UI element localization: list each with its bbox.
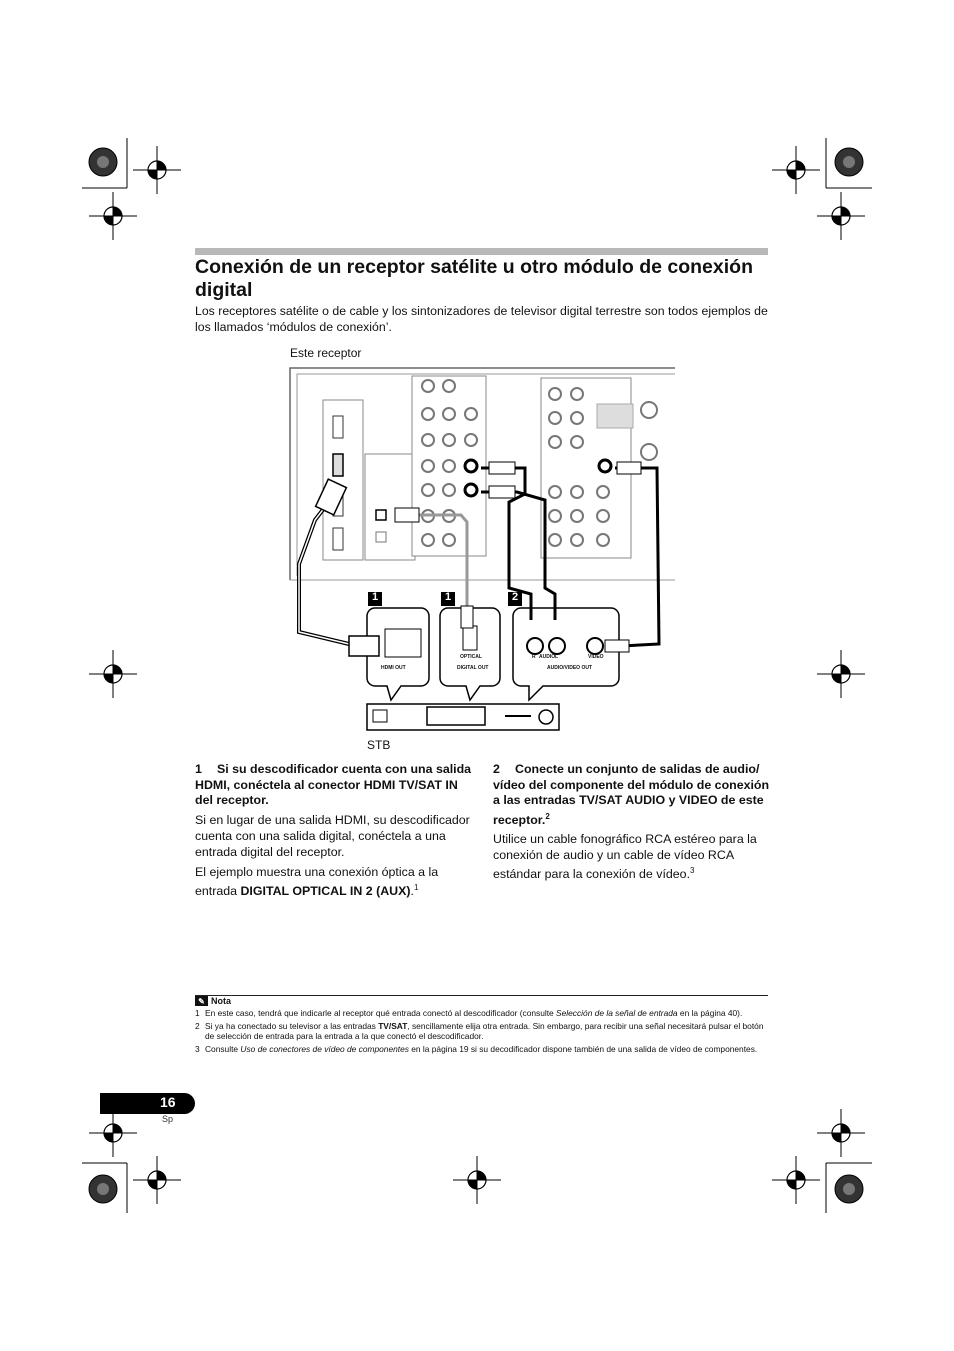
footnote-bold-text: TV/SAT	[378, 1020, 408, 1031]
pencil-note-icon: ✎	[195, 996, 208, 1006]
intro-text: Los receptores satélite o de cable y los sintonizadores de televisor digital terrestre son todos ejemplos de los llamados ‘módulos de conexión’.	[195, 304, 768, 334]
receiver-label: Este receptor	[290, 346, 362, 360]
footnote-1	[195, 1008, 768, 1019]
video-label: VIDEO	[588, 654, 604, 660]
audio-r-label: R	[532, 654, 536, 660]
page-language: Sp	[162, 1114, 174, 1124]
footnote-ref-1: 1	[413, 882, 419, 892]
footnotes	[195, 1008, 768, 1056]
step-1-para-2-end: .	[410, 883, 414, 898]
footnote-number: 1	[195, 1008, 200, 1018]
digital-out-label: DIGITAL OUT	[457, 665, 489, 671]
audio-video-out-label: AUDIO/VIDEO OUT	[547, 665, 593, 671]
optical-label: OPTICAL	[460, 654, 482, 660]
digital-optical-in-label: DIGITAL OPTICAL IN 2 (AUX)	[240, 883, 411, 898]
footnote-text: , sencillamente elija otra entrada. Sin embargo, para recibir una señal necesitará pulsar el botón de selección de entrada para la entrada a la que conectó el descodificador.	[205, 1020, 764, 1041]
diagram-graphic	[285, 344, 685, 754]
footnote-ref-2: 2	[545, 811, 550, 821]
footnote-2	[195, 1021, 768, 1042]
connection-diagram	[285, 344, 685, 754]
badge-1-hdmi: 1	[371, 591, 379, 603]
audio-l-label: L	[555, 654, 559, 660]
step-2	[493, 762, 773, 886]
step-2-para	[493, 831, 773, 882]
badge-1-optical: 1	[444, 591, 452, 603]
stb-label: STB	[367, 738, 391, 752]
step-1-para-2	[195, 864, 475, 899]
footnote-number: 2	[195, 1020, 200, 1031]
footnote-link-text: Uso de conectores de vídeo de componentes	[240, 1043, 409, 1054]
title-bar	[195, 248, 768, 255]
footnote-number: 3	[195, 1043, 200, 1054]
footnote-ref-3: 3	[690, 866, 695, 876]
step-1-para-2-text: El ejemplo muestra una conexión óptica a la entrada	[195, 864, 439, 898]
step-1-heading	[195, 762, 475, 809]
footnote-3	[195, 1044, 768, 1055]
notes-heading	[195, 996, 231, 1006]
page-title: Conexión de un receptor satélite u otro módulo de conexión digital	[195, 256, 753, 301]
footnote-link-text: Selección de la señal de entrada	[556, 1008, 678, 1018]
footnote-text: Si ya ha conectado su televisor a las entradas	[205, 1020, 379, 1031]
step-2-heading	[493, 762, 773, 828]
step-1-number: 1	[195, 762, 202, 776]
badge-2-av: 2	[511, 591, 519, 603]
step-1	[195, 762, 475, 903]
footnote-text: En este caso, tendrá que indicarle al receptor qué entrada conectó al descodificador (consulte	[205, 1008, 557, 1018]
footnote-text: Consulte	[205, 1043, 241, 1054]
hdmi-out-label: HDMI OUT	[381, 665, 406, 671]
footnote-text: en la página 40).	[677, 1008, 743, 1018]
step-2-para-text: Utilice un cable fonográfico RCA estéreo para la conexión de audio y un cable de vídeo RCA estándar para la conexión de vídeo.	[493, 832, 757, 882]
notes-heading-text: Nota	[211, 996, 231, 1006]
step-2-number: 2	[493, 762, 500, 776]
step-2-heading-text: Conecte un conjunto de salidas de audio/ vídeo del componente del módulo de conexión a las entradas TV/SAT AUDIO y VIDEO de este receptor.	[493, 762, 770, 827]
page-number-tab	[100, 1093, 195, 1114]
step-1-para-1: Si en lugar de una salida HDMI, su descodificador cuenta con una salida digital, conéctela a una entrada digital del receptor.	[195, 812, 470, 859]
footnote-text: en la página 19 si su decodificador dispone también de una salida de vídeo de componentes.	[408, 1043, 758, 1054]
step-1-heading-text: Si su descodificador cuenta con una salida HDMI, conéctela al conector HDMI TV/SAT IN del receptor.	[195, 762, 472, 807]
page-number: 16	[160, 1094, 176, 1110]
notes-rule	[195, 995, 768, 996]
audio-label: AUDIO	[539, 654, 556, 660]
